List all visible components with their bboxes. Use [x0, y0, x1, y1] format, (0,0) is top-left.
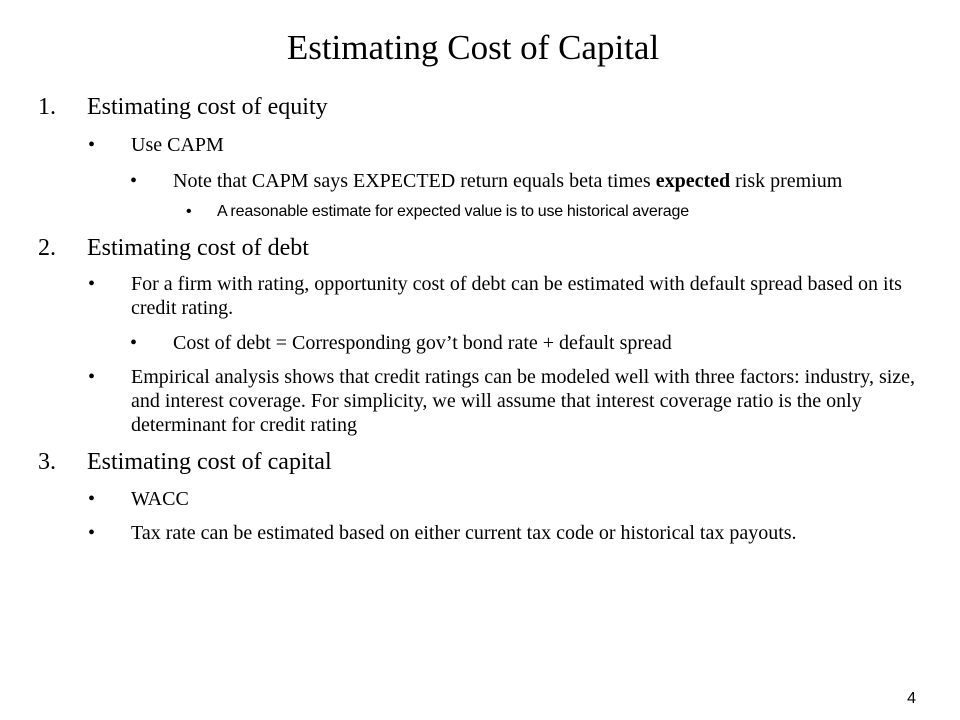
bullet-wacc — [0, 487, 960, 511]
section-heading-text: Estimating cost of equity — [87, 94, 328, 120]
bullet-text: For a firm with rating, opportunity cost of debt can be estimated with default spread based on its credit rating. — [131, 273, 902, 319]
section-heading-cost-of-capital — [0, 447, 960, 477]
bullet-use-capm — [0, 133, 960, 157]
section-number: 2. — [38, 235, 56, 261]
section-heading-text: Estimating cost of capital — [87, 449, 332, 475]
section-number: 3. — [38, 449, 56, 475]
page-number: 4 — [907, 690, 916, 707]
sub-bullet-cost-of-debt-formula — [0, 331, 960, 355]
bullet-text: WACC — [131, 488, 189, 510]
section-heading-text: Estimating cost of debt — [87, 235, 309, 261]
section-heading-cost-of-equity — [0, 92, 960, 122]
bullet-text: Cost of debt = Corresponding gov’t bond rate + default spread — [173, 332, 672, 354]
bullet-empirical-analysis — [0, 365, 960, 437]
bullet-text-bold: expected — [655, 170, 731, 192]
bullet-dot: • — [88, 366, 96, 388]
section-number: 1. — [38, 94, 56, 120]
slide-content — [0, 92, 960, 545]
sub-bullet-historical-average — [0, 202, 960, 222]
bullet-text: A reasonable estimate for expected value is to use historical average — [217, 203, 690, 220]
bullet-dot: • — [88, 134, 96, 156]
bullet-tax-rate — [0, 521, 960, 545]
bullet-dot: • — [130, 332, 138, 354]
bullet-dot: • — [88, 488, 96, 510]
bullet-text: Use CAPM — [131, 134, 224, 156]
slide-title: Estimating Cost of Capital — [286, 28, 660, 67]
bullet-text: Empirical analysis shows that credit ratings can be modeled well with three factors: industry, size, and interest coverage. For simplicity, we will assume that interest coverage ratio is the only determinant for credit rating — [131, 366, 916, 436]
bullet-dot: • — [88, 273, 96, 295]
bullet-text: Tax rate can be estimated based on either current tax code or historical tax payouts. — [131, 522, 797, 544]
bullet-capm-note — [0, 169, 960, 193]
bullet-text-prefix: Note that CAPM says EXPECTED return equals beta times — [173, 170, 656, 192]
bullet-dot: • — [130, 170, 138, 192]
bullet-text-suffix: risk premium — [730, 170, 843, 192]
bullet-dot: • — [88, 522, 96, 544]
bullet-default-spread — [0, 272, 960, 320]
bullet-dot: • — [186, 203, 192, 220]
section-heading-cost-of-debt — [0, 233, 960, 263]
